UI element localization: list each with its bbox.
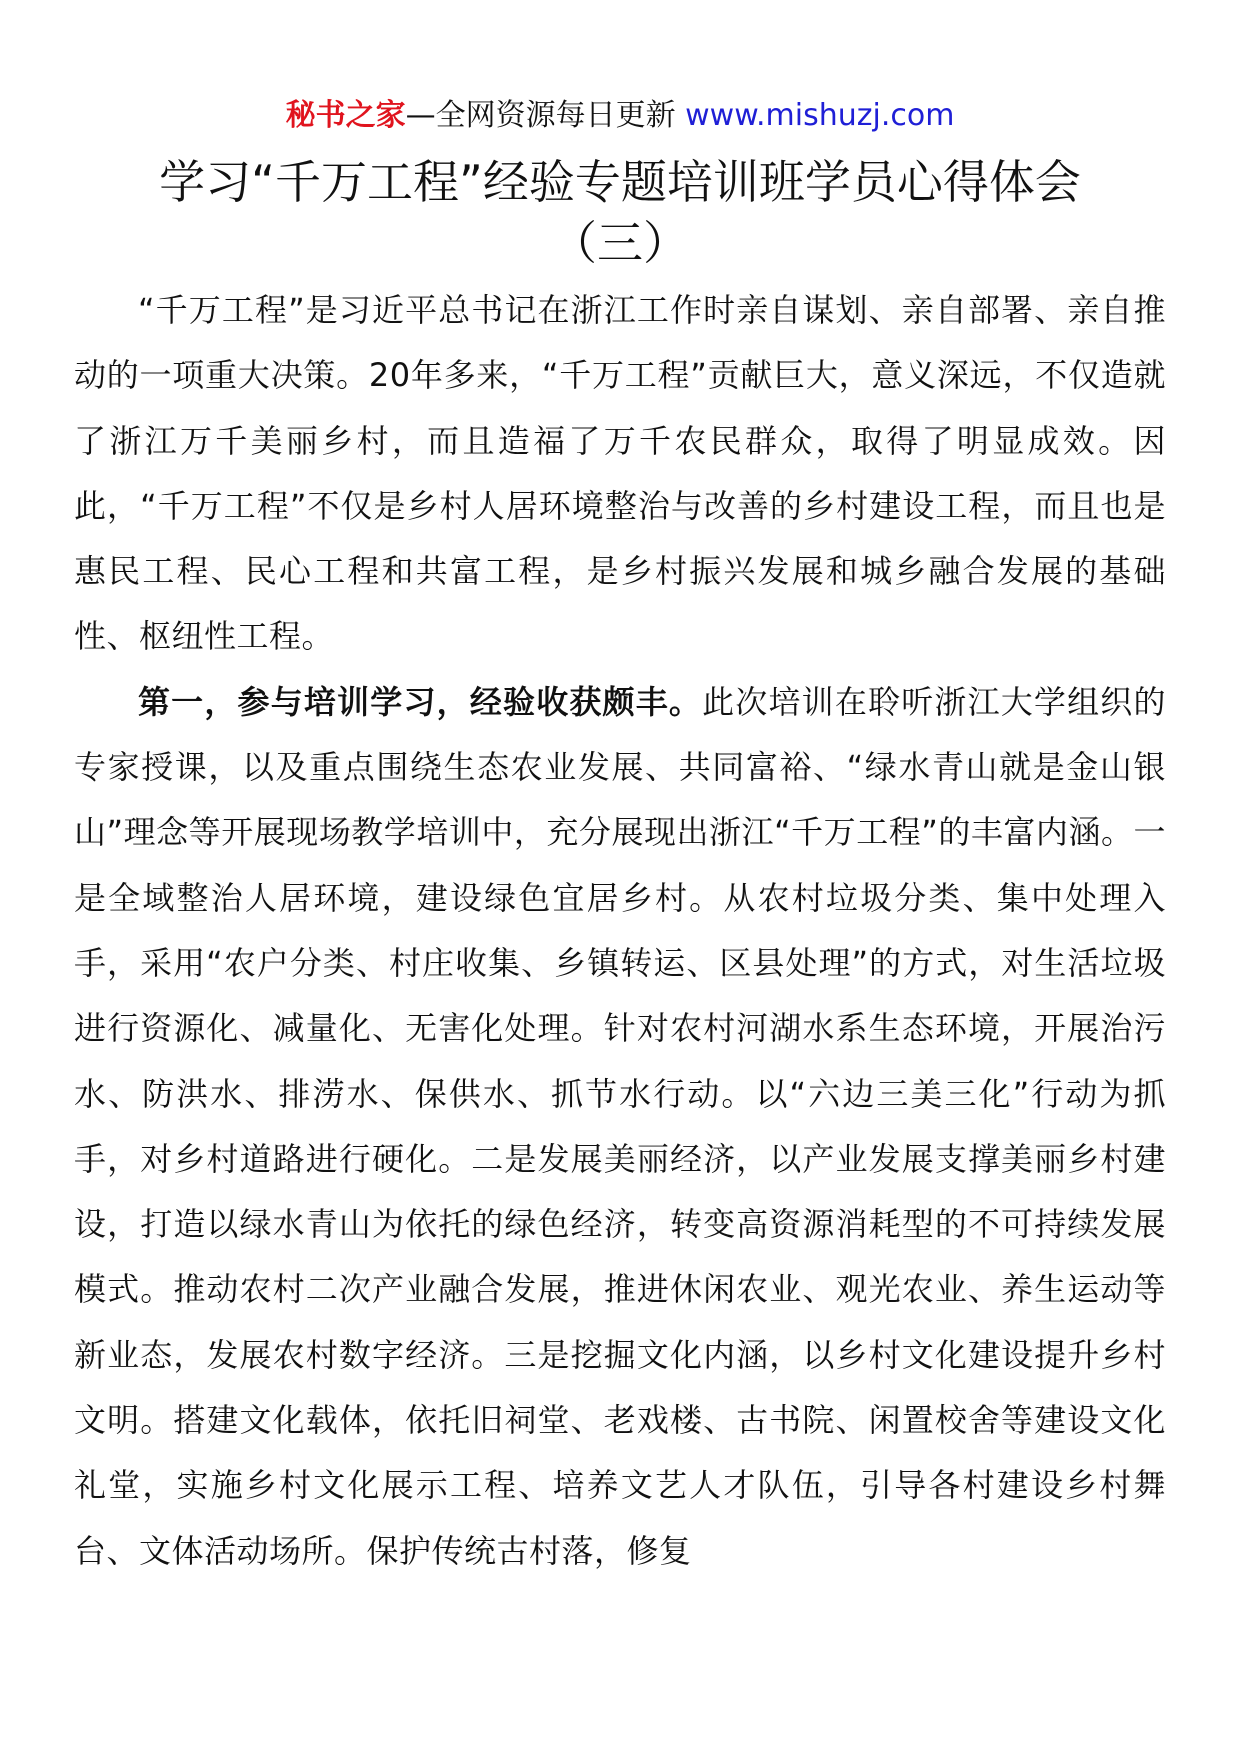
paragraph-intro bbox=[74, 278, 1166, 670]
document-subtitle: （三） bbox=[551, 216, 689, 270]
site-banner bbox=[74, 96, 1166, 136]
banner-tagline: —全网资源每日更新 bbox=[405, 98, 676, 133]
paragraph-first-point bbox=[74, 670, 1166, 1584]
document-body bbox=[74, 278, 1166, 1584]
site-url[interactable]: www.mishuzj.com bbox=[685, 98, 955, 133]
paragraph-text: “千万工程”是习近平总书记在浙江工作时亲自谋划、亲自部署、亲自推动的一项重大决策。20年多来，“千万工程”贡献巨大，意义深远，不仅造就了浙江万千美丽乡村，而且造福了万千农民群众，取得了明显成效。因此，“千万工程”不仅是乡村人居环境整治与改善的乡村建设工程，而且也是惠民工程、民心工程和共富工程，是乡村振兴发展和城乡融合发展的基础性、枢纽性工程。 bbox=[74, 291, 1166, 656]
paragraph-lead: 第一，参与培训学习，经验收获颇丰。 bbox=[138, 682, 703, 721]
paragraph-text: 此次培训在聆听浙江大学组织的专家授课，以及重点围绕生态农业发展、共同富裕、“绿水青山就是金山银山”理念等开展现场教学培训中，充分展现出浙江“千万工程”的丰富内涵。一是全域整治人居环境，建设绿色宜居乡村。从农村垃圾分类、集中处理入手，采用“农户分类、村庄收集、乡镇转运、区县处理”的方式，对生活垃圾进行资源化、减量化、无害化处理。针对农村河湖水系生态环境，开展治污水、防洪水、排涝水、保供水、抓节水行动。以“六边三美三化”行动为抓手，对乡村道路进行硬化。二是发展美丽经济，以产业发展支撑美丽乡村建设，打造以绿水青山为依托的绿色经济，转变高资源消耗型的不可持续发展模式。推动农村二次产业融合发展，推进休闲农业、观光农业、养生运动等新业态，发展农村数字经济。三是挖掘文化内涵，以乡村文化建设提升乡村文明。搭建文化载体，依托旧祠堂、老戏楼、古书院、闲置校舍等建设文化礼堂，实施乡村文化展示工程、培养文艺人才队伍，引导各村建设乡村舞台、文体活动场所。保护传统古村落，修复 bbox=[74, 682, 1166, 1570]
brand-name: 秘书之家 bbox=[285, 98, 406, 133]
document-title: 学习“千万工程”经验专题培训班学员心得体会 bbox=[159, 155, 1081, 209]
